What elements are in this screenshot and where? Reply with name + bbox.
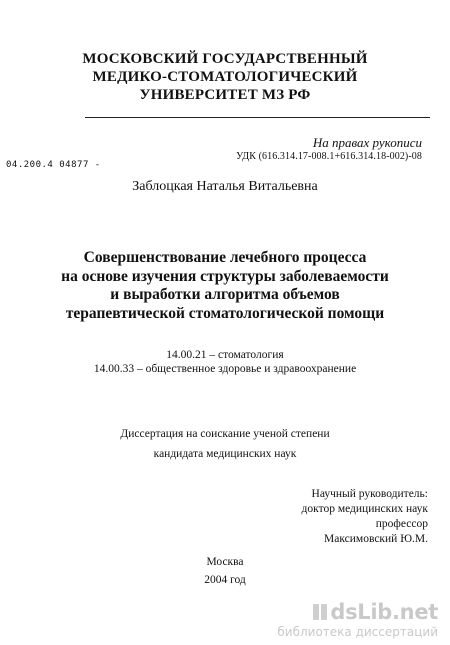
- book-icon: [312, 603, 328, 621]
- institution-line-3: УНИВЕРСИТЕТ МЗ РФ: [139, 87, 311, 103]
- supervisor-block: [298, 487, 428, 547]
- academic-degree: кандидата медицинских наук: [153, 448, 297, 460]
- institution-line-1: МОСКОВСКИЙ ГОСУДАРСТВЕННЫЙ: [82, 51, 368, 67]
- supervisor-rank: профессор: [375, 518, 428, 530]
- supervisor-name: Максимовский Ю.М.: [324, 533, 428, 545]
- dissertation-title: [0, 249, 450, 323]
- watermark-logo: [312, 600, 438, 624]
- institution-line-2: МЕДИКО-СТОМАТОЛОГИЧЕСКИЙ: [92, 69, 358, 85]
- title-line-2: на основе изучения структуры заболеваемости: [61, 267, 389, 285]
- specialty-1: 14.00.21 – стоматология: [166, 349, 284, 361]
- author-name: Заблоцкая Наталья Витальевна: [132, 179, 318, 194]
- watermark-brand: dsLib.net: [330, 600, 438, 624]
- divider-rule: [85, 117, 430, 118]
- archive-stamp: 04.200.4 04877 -: [6, 160, 101, 170]
- manuscript-rights: На правах рукописи: [312, 135, 422, 150]
- city: Москва: [206, 556, 244, 568]
- supervisor-label: Научный руководитель:: [311, 488, 428, 500]
- udk-code: УДК (616.314.17-008.1+616.314.18-002)-08: [236, 151, 422, 162]
- title-line-3: и выработки алгоритма объемов: [110, 286, 340, 303]
- title-line-1: Совершенствование лечебного процесса: [83, 249, 367, 266]
- year: 2004 год: [204, 574, 246, 586]
- supervisor-degree: доктор медицинских наук: [301, 503, 428, 515]
- watermark-subtitle: библиотека диссертаций: [277, 625, 438, 639]
- dissertation-purpose: Диссертация на соискание ученой степени: [120, 428, 330, 440]
- title-line-4: терапевтической стоматологической помощи: [65, 304, 385, 322]
- specialty-2: 14.00.33 – общественное здоровье и здравоохранение: [93, 363, 357, 375]
- specialties: [0, 348, 450, 376]
